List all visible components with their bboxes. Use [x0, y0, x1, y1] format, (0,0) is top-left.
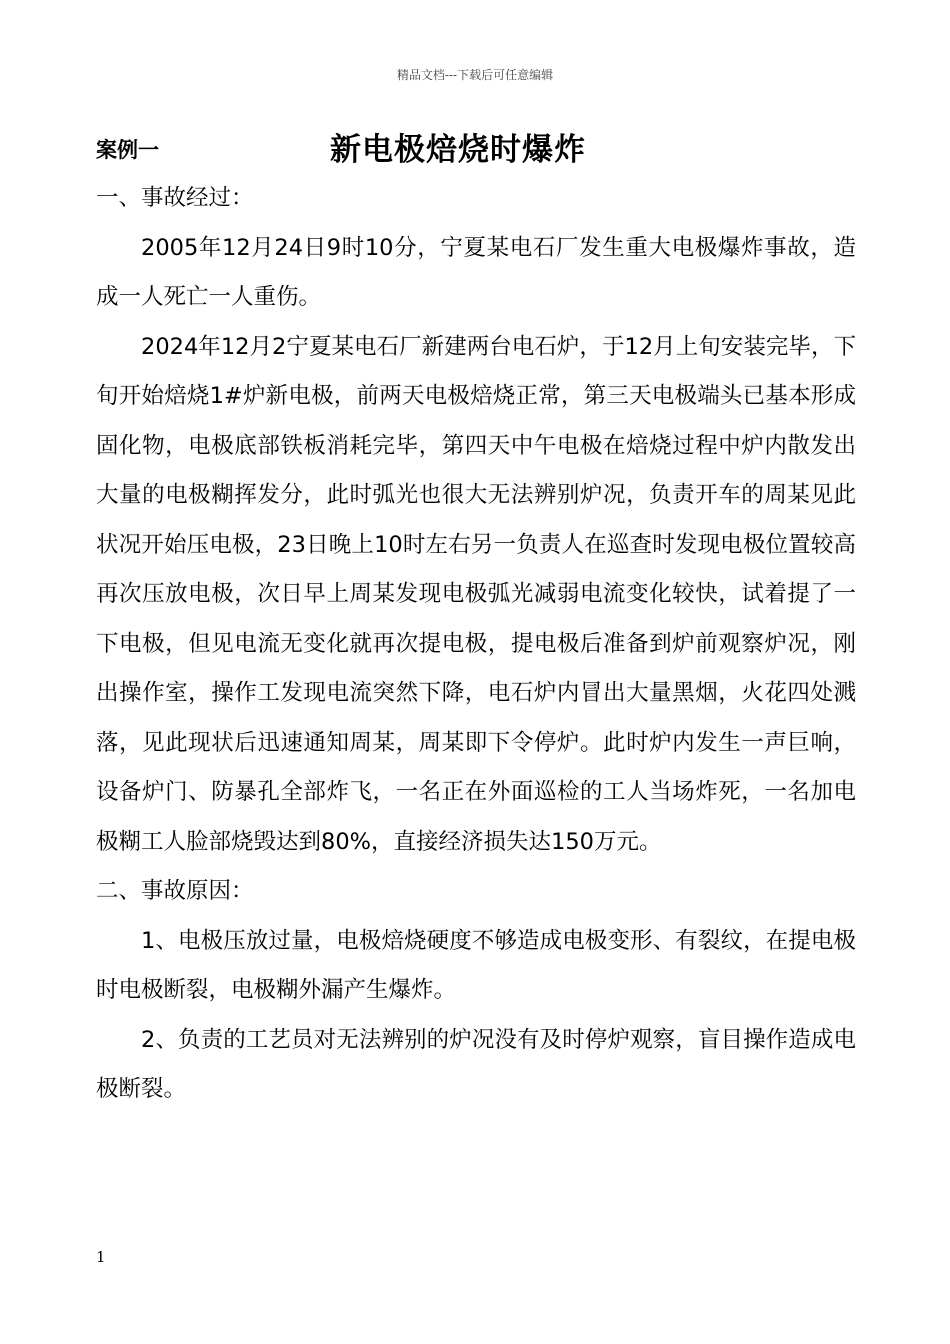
title-row [96, 124, 856, 174]
case-label: 案例一 [96, 138, 159, 162]
paragraph-accident-summary: 2005年12月24日9时10分，宁夏某电石厂发生重大电极爆炸事故，造成一人死亡一人重伤。 [96, 234, 856, 310]
page-header: 精品文档---下载后可任意编辑 [396, 68, 554, 82]
document-body [96, 174, 856, 1115]
section-heading-accident-cause: 二、事故原因： [96, 878, 254, 904]
document-title: 新电极焙烧时爆炸 [330, 132, 586, 168]
paragraph-accident-details: 2024年12月2宁夏某电石厂新建两台电石炉，于12月上旬安装完毕，下旬开始焙烧1#炉新电极，前两天电极焙烧正常，第三天电极端头已基本形成固化物，电极底部铁板消耗完毕，第四天中午电极在焙烧过程中炉内散发出大量的电极糊挥发分，此时弧光也很大无法辨别炉况，负责开车的周某见此状况开始压电极，23日晚上10时左右另一负责人在巡查时发现电极位置较高再次压放电极，次日早上周某发现电极弧光减弱电流变化较快，试着提了一下电极，但见电流无变化就再次提电极，提电极后准备到炉前观察炉况，刚出操作室，操作工发现电流突然下降，电石炉内冒出大量黑烟，火花四处溅落，见此现状后迅速通知周某，周某即下令停炉。此时炉内发生一声巨响，设备炉门、防暴孔全部炸飞，一名正在外面巡检的工人当场炸死，一名加电极糊工人脸部烧毁达到80%，直接经济损失达150万元。 [96, 333, 856, 855]
cause-item-2: 2、负责的工艺员对无法辨别的炉况没有及时停炉观察，盲目操作造成电极断裂。 [96, 1026, 856, 1102]
section-heading-accident-process: 一、事故经过： [96, 185, 254, 211]
cause-item-1: 1、电极压放过量，电极焙烧硬度不够造成电极变形、有裂纹，在提电极时电极断裂，电极糊外漏产生爆炸。 [96, 927, 856, 1003]
page-number: 1 [96, 1248, 106, 1266]
